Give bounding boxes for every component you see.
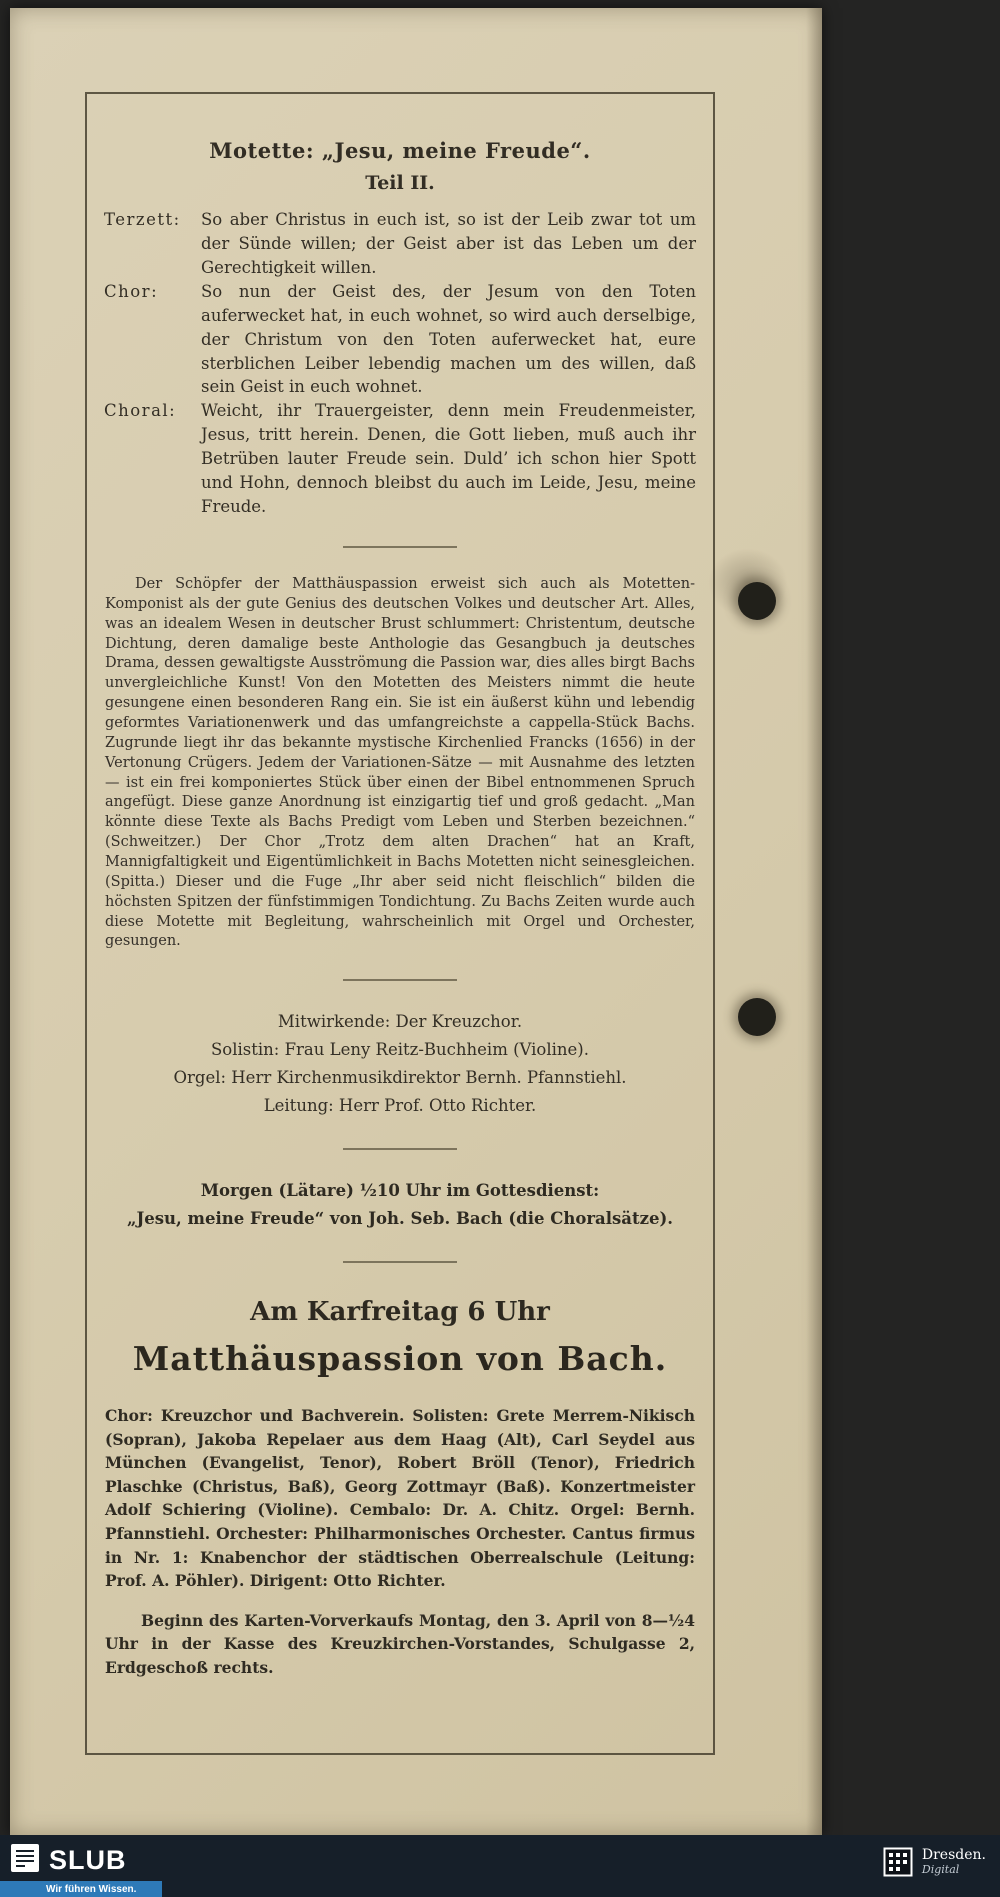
slub-tagline: Wir führen Wissen.	[46, 1883, 137, 1895]
program-frame	[85, 92, 715, 1755]
dresden-emblem-icon	[883, 1847, 913, 1882]
scanned-page	[10, 8, 822, 1835]
movement-row	[104, 208, 696, 280]
vorverkauf-note: Beginn des Karten-Vorverkaufs Montag, den 3. April von 8—½4 Uhr in der Kasse des Kreuzkirchen-Vorstandes, Schulgasse 2, Erdgeschoß rechts.	[105, 1610, 695, 1677]
part-heading: Teil II.	[365, 172, 435, 194]
motet-title: Motette: „Jesu, meine Freude“.	[209, 138, 591, 163]
movement-text: So aber Christus in euch ist, so ist der Leib zwar tot um der Sünde willen; der Geist aber ist das Leben um der Gerechtigkeit willen.	[201, 210, 696, 277]
program-note: Der Schöpfer der Matthäuspassion erweist sich auch als Motetten-Komponist als der gute Genius des deutschen Volkes und deutscher Art. Alles, was an idealem Wesen in deutscher Brust schlummert: Christentum, deutsche Dichtung, deren damalige beste Anthologie das Gesangbuch ja deutsches Drama, dessen gewaltigste Ausströmung die Passion war, dies alles birgt Bachs unvergleichliche Kunst! Von den Motetten des Meisters nimmt die heute gesungene einen besonderen Rang ein. Sie ist ein äußerst kühn und lebendig geformtes Variationenwerk und das umfangreichste a cappella-Stück Bachs. Zugrunde liegt ihr das bekannte mystische Kirchenlied Francks (1656) in der Vertonung Crügers. Jedem der Variationen-Sätze — mit Ausnahme des letzten — ist ein frei komponiertes Stück über einen der Bibel entnommenen Spruch angefügt. Diese ganze Anordnung ist einzigartig tief und groß gedacht. „Man könnte diese Texte als Bachs Predigt vom Leben und Sterben bezeichnen.“ (Schweitzer.) Der Chor „Trotz dem alten Drachen“ hat an Kraft, Mannigfaltigkeit und Eigentümlichkeit in Bachs Motetten nicht seinesgleichen. (Spitta.) Dieser und die Fuge „Ihr aber seid nicht fleischlich“ bilden die höchsten Spitzen der fünfstimmigen Tondichtung. Zu Bachs Zeiten wurde auch diese Motette mit Begleitung, wahrscheinlich mit Orgel und Orchester, gesungen.	[105, 575, 695, 950]
movement-text: So nun der Geist des, der Jesum von den Toten auferwecket hat, in euch wohnet, so wird auch derselbige, der Christum von den Toten auferwecket hat, eure sterblichen Leiber lebendig machen um des willen, daß sein Geist in euch wohnet.	[201, 281, 696, 397]
performers-block	[104, 1008, 696, 1120]
slub-brand: SLUB	[49, 1845, 127, 1875]
viewer-footer-bar	[0, 1835, 1000, 1897]
movement-label: Choral:	[104, 401, 177, 421]
performers-line: Solistin: Frau Leny Reitz-Buchheim (Violine).	[210, 1040, 589, 1060]
announcement-line: „Jesu, meine Freude“ von Joh. Seb. Bach (die Choralsätze).	[126, 1209, 674, 1229]
open-book-logo-icon	[10, 1843, 40, 1878]
movement-row	[104, 399, 696, 519]
karfreitag-heading: Am Karfreitag 6 Uhr	[250, 1297, 550, 1328]
partner-wordmark: Dresden.	[921, 1847, 986, 1863]
performers-line: Leitung: Herr Prof. Otto Richter.	[263, 1096, 537, 1116]
karfreitag-details: Chor: Kreuzchor und Bachverein. Solisten: Grete Merrem-Nikisch (Sopran), Jakoba Repelaer aus dem Haag (Alt), Carl Seydel aus München (Evangelist, Tenor), Robert Bröll (Tenor), Friedrich Plaschke (Christus, Baß), Georg Zottmayr (Baß). Konzertmeister Adolf Schiering (Violine). Cembalo: Dr. A. Chitz. Orgel: Bernh. Pfannstiehl. Orchester: Philharmonisches Orchester. Cantus firmus in Nr. 1: Knabenchor der städtischen Oberrealschule (Leitung: Prof. A. Pöhler). Dirigent: Otto Richter.	[105, 1406, 695, 1591]
punch-hole	[738, 998, 776, 1036]
tagline-strip	[0, 1881, 162, 1897]
movement-label: Chor:	[104, 281, 159, 301]
partner-subtitle: Digital	[921, 1863, 960, 1877]
dresden-partner-link[interactable]	[883, 1847, 986, 1882]
section-divider	[343, 546, 457, 548]
section-divider	[343, 1148, 457, 1150]
movement-text: Weicht, ihr Trauergeister, denn mein Freudenmeister, Jesus, tritt herein. Denen, die Gott lieben, muß auch ihr Betrüben lauter Freude sein. Duld’ ich schon hier Spott und Hohn, dennoch bleibst du auch im Leide, Jesu, meine Freude.	[201, 401, 696, 517]
page-edge-shadow	[806, 8, 822, 1835]
karfreitag-title: Matthäuspassion von Bach.	[132, 1339, 668, 1379]
performers-line: Mitwirkende: Der Kreuzchor.	[277, 1012, 523, 1032]
slub-home-link[interactable]	[10, 1843, 127, 1878]
announcement-line: Morgen (Lätare) ½10 Uhr im Gottesdienst:	[200, 1180, 600, 1200]
performers-line: Orgel: Herr Kirchenmusikdirektor Bernh. Pfannstiehl.	[173, 1068, 627, 1088]
program-content	[87, 94, 713, 1679]
movement-row	[104, 280, 696, 400]
service-announcement	[104, 1177, 696, 1235]
punch-hole	[738, 582, 776, 620]
movement-label: Terzett:	[104, 210, 181, 229]
section-divider	[343, 1261, 457, 1263]
section-divider	[343, 979, 457, 981]
